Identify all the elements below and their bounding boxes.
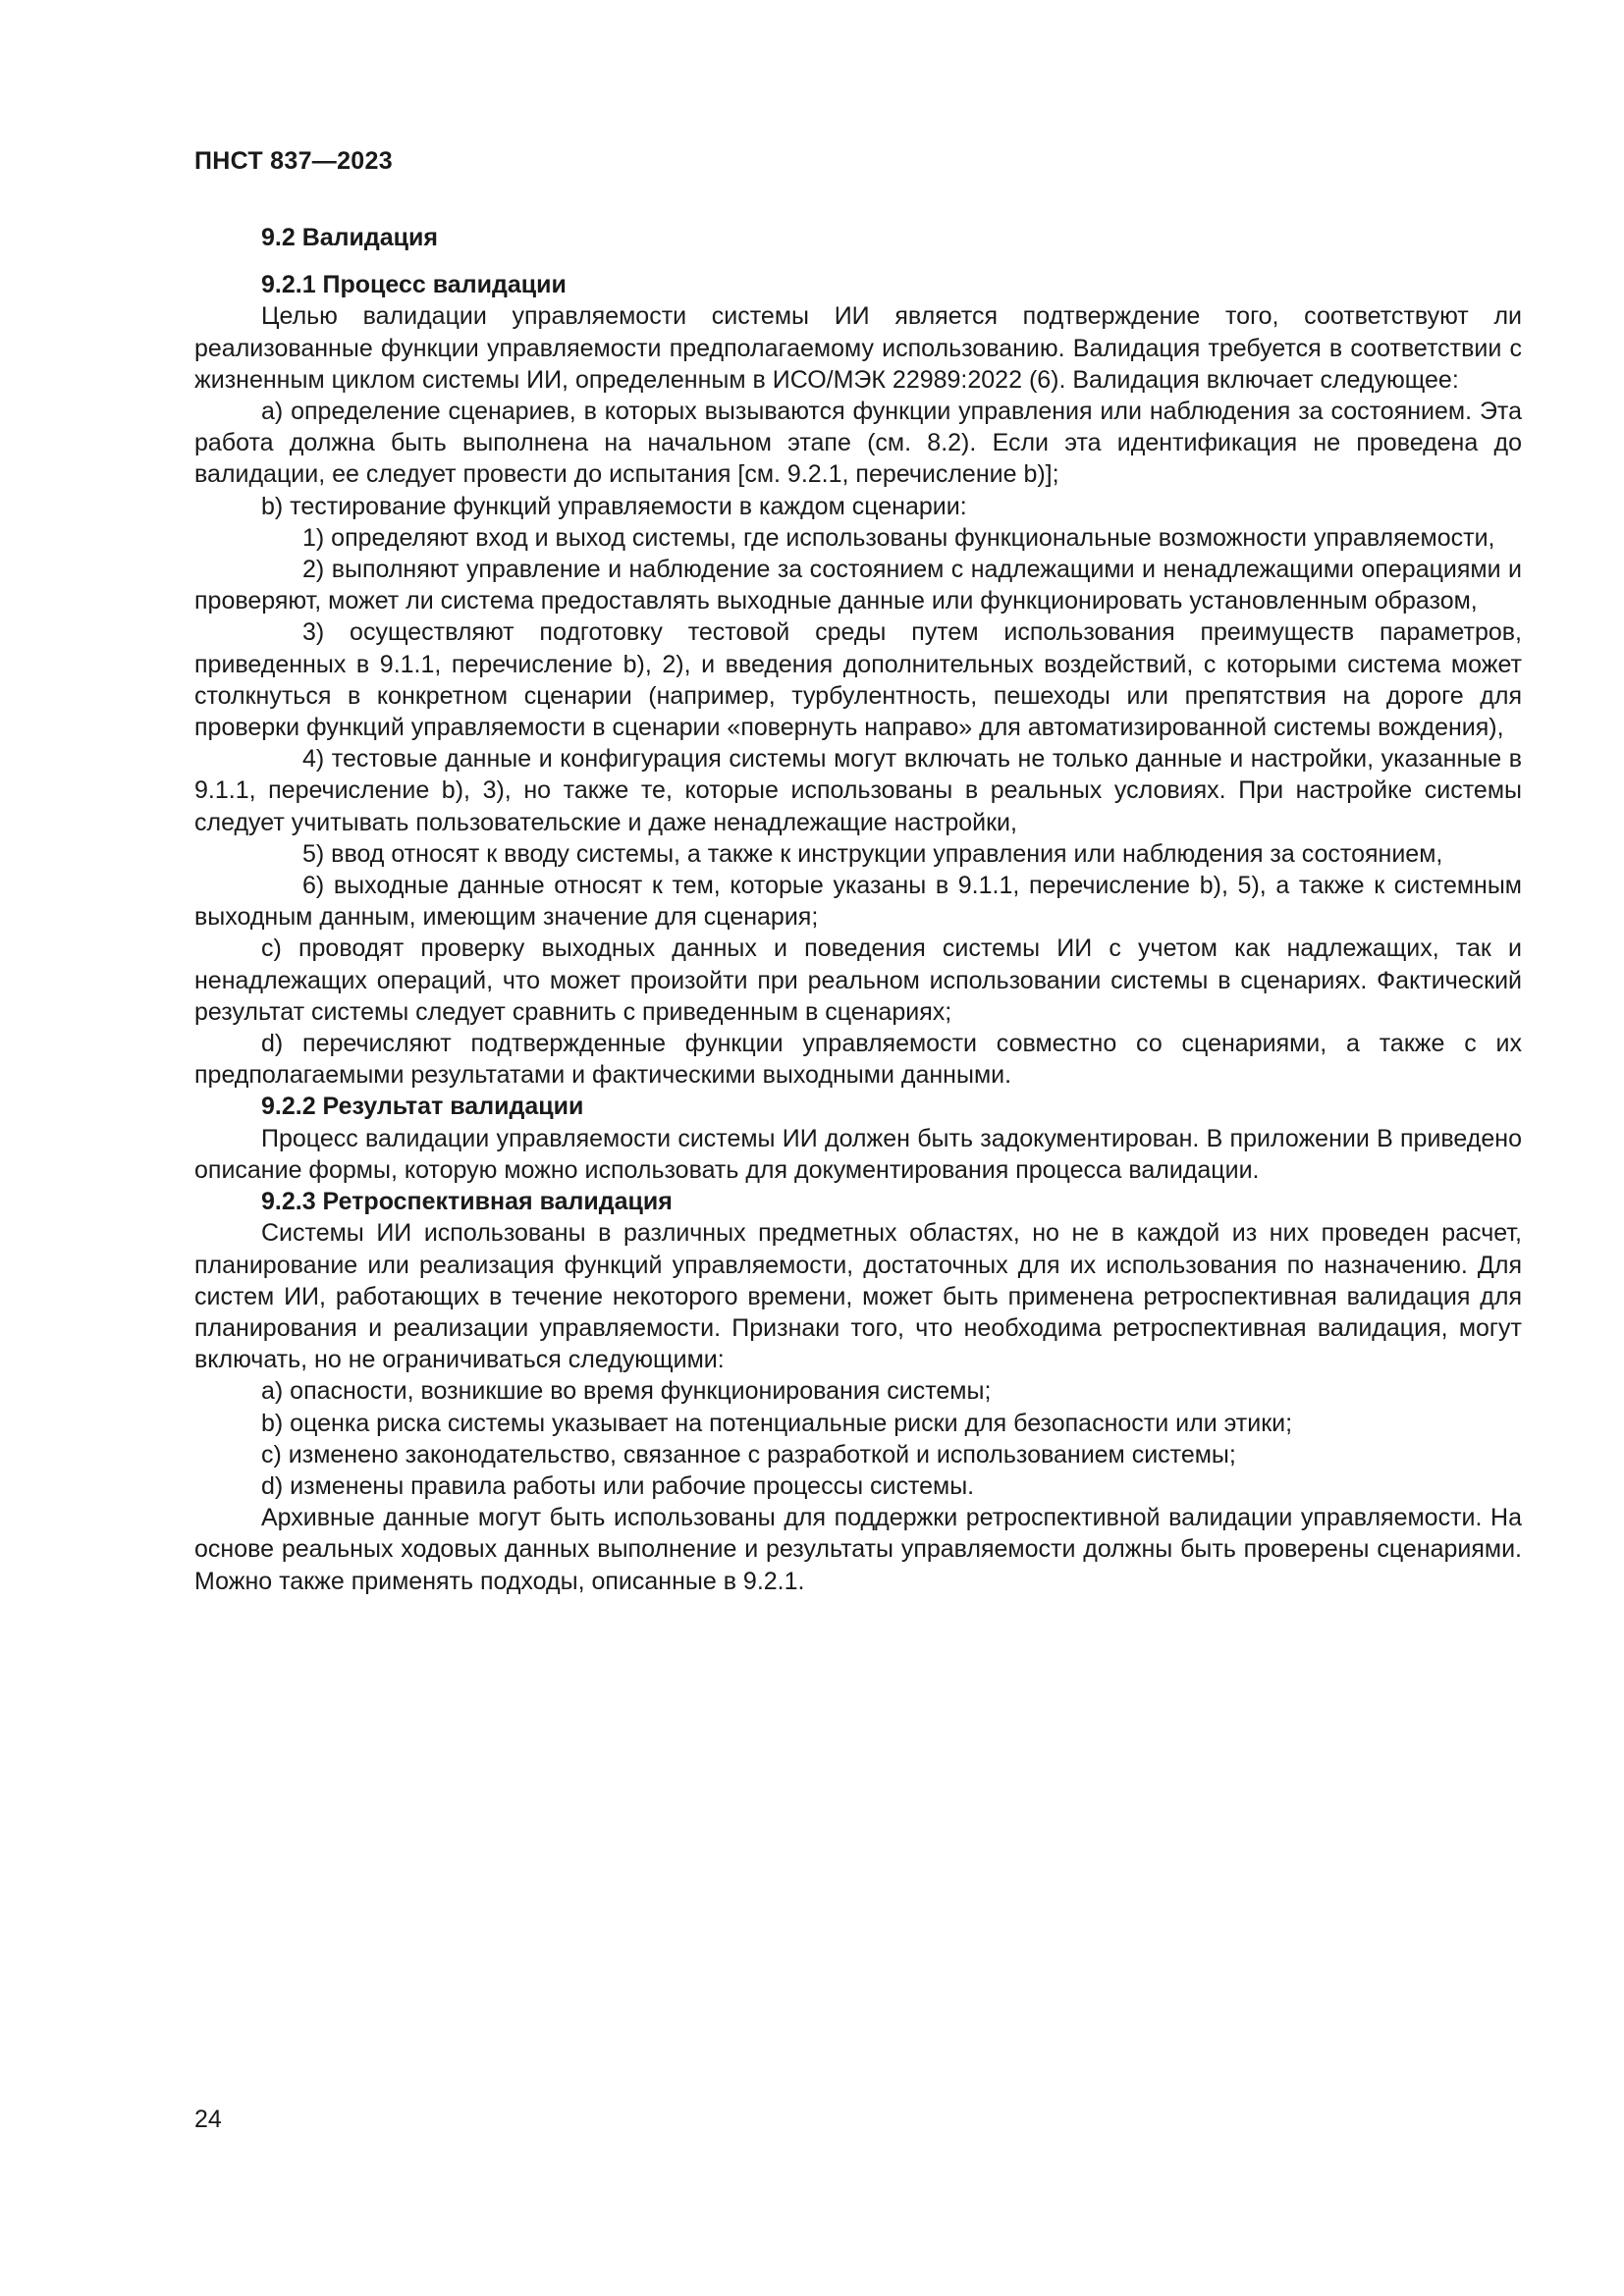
list-item-retro-a: a) опасности, возникшие во время функционирования системы; [261, 1377, 992, 1406]
list-item-b: b) тестирование функций управляемости в каждом сценарии: [261, 492, 967, 520]
list-item-a: a) определение сценариев, в которых вызываются функции управления или наблюдения за состоянием. Эта работа должна быть выполнена на начальном этапе (см. 8.2). Если эта идентификация не проведена до валидации, ее следует провести до испытания [см. 9.2.1, перечисление b)]; [194, 398, 1522, 489]
section-heading-9-2: 9.2 Валидация [261, 224, 439, 251]
list-subitem-5: 5) ввод относят к вводу системы, а также к инструкции управления или наблюдения за состоянием, [302, 839, 1443, 868]
section-heading-9-2-3: 9.2.3 Ретроспективная валидация [261, 1188, 673, 1216]
document-code: ПНСТ 837—2023 [194, 147, 393, 175]
paragraph-archive-data: Архивные данные могут быть использованы для поддержки ретроспективной валидации управляемости. На основе реальных ходовых данных выполнение и результаты управляемости должны быть проверены сценариями. Можно также применять подходы, описанные в 9.2.1. [194, 1504, 1522, 1595]
paragraph-validation-intro: Целью валидации управляемости системы ИИ является подтверждение того, соответствуют ли реализованные функции управляемости предполагаемому использованию. Валидация требуется в соответствии с жизненным циклом системы ИИ, определенным в ИСО/МЭК 22989:2022 (6). Валидация включает следующее: [194, 302, 1522, 394]
paragraph-validation-result: Процесс валидации управляемости системы ИИ должен быть задокументирован. В приложении В приведено описание формы, которую можно использовать для документирования процесса валидации. [194, 1124, 1522, 1184]
list-subitem-3: 3) осуществляют подготовку тестовой среды путем использования преимуществ параметров, приведенных в 9.1.1, перечисление b), 2), и введения дополнительных воздействий, с которыми система может столкнуться в конкретном сценарии (например, турбулентность, пешеходы или препятствия на дороге для проверки функций управляемости в сценарии «повернуть направо» для автоматизированной системы вождения), [194, 618, 1522, 742]
list-item-retro-b: b) оценка риска системы указывает на потенциальные риски для безопасности или этики; [261, 1409, 1293, 1437]
paragraph-retrospective-intro: Системы ИИ использованы в различных предметных областях, но не в каждой из них проведен расчет, планирование или реализация функций управляемости, достаточных для их использования по назначению. Для систем ИИ, работающих в течение некоторого времени, может быть применена ретроспективная валидация для планирования и реализации управляемости. Признаки того, что необходима ретроспективная валидация, могут включать, но не ограничиваться следующими: [194, 1219, 1522, 1374]
list-item-d: d) перечисляют подтвержденные функции управляемости совместно со сценариями, а также с их предполагаемыми результатами и фактическими выходными данными. [194, 1030, 1522, 1090]
section-heading-9-2-1: 9.2.1 Процесс валидации [261, 271, 567, 299]
section-heading-9-2-2: 9.2.2 Результат валидации [261, 1093, 584, 1121]
page-number: 24 [194, 2106, 222, 2133]
document-page [194, 0, 1522, 2296]
page-content [194, 222, 1522, 1597]
list-item-retro-c: c) изменено законодательство, связанное с разработкой и использованием системы; [261, 1440, 1236, 1468]
list-subitem-1: 1) определяют вход и выход системы, где использованы функциональные возможности управляемости, [302, 523, 1495, 552]
list-subitem-6: 6) выходные данные относят к тем, которые указаны в 9.1.1, перечисление b), 5), а также к системным выходным данным, имеющим значение для сценария; [194, 872, 1522, 932]
list-subitem-4: 4) тестовые данные и конфигурация системы могут включать не только данные и настройки, указанные в 9.1.1, перечисление b), 3), но также те, которые использованы в реальных условиях. При настройке системы следует учитывать пользовательские и даже ненадлежащие настройки, [194, 745, 1522, 836]
list-item-c: c) проводят проверку выходных данных и поведения системы ИИ с учетом как надлежащих, так и ненадлежащих операций, что может произойти при реальном использовании системы в сценариях. Фактический результат системы следует сравнить с приведенным в сценариях; [194, 934, 1522, 1026]
list-item-retro-d: d) изменены правила работы или рабочие процессы системы. [261, 1471, 975, 1500]
list-subitem-2: 2) выполняют управление и наблюдение за состоянием с надлежащими и ненадлежащими операциями и проверяют, может ли система предоставлять выходные данные или функционировать установленным образом, [194, 556, 1522, 615]
